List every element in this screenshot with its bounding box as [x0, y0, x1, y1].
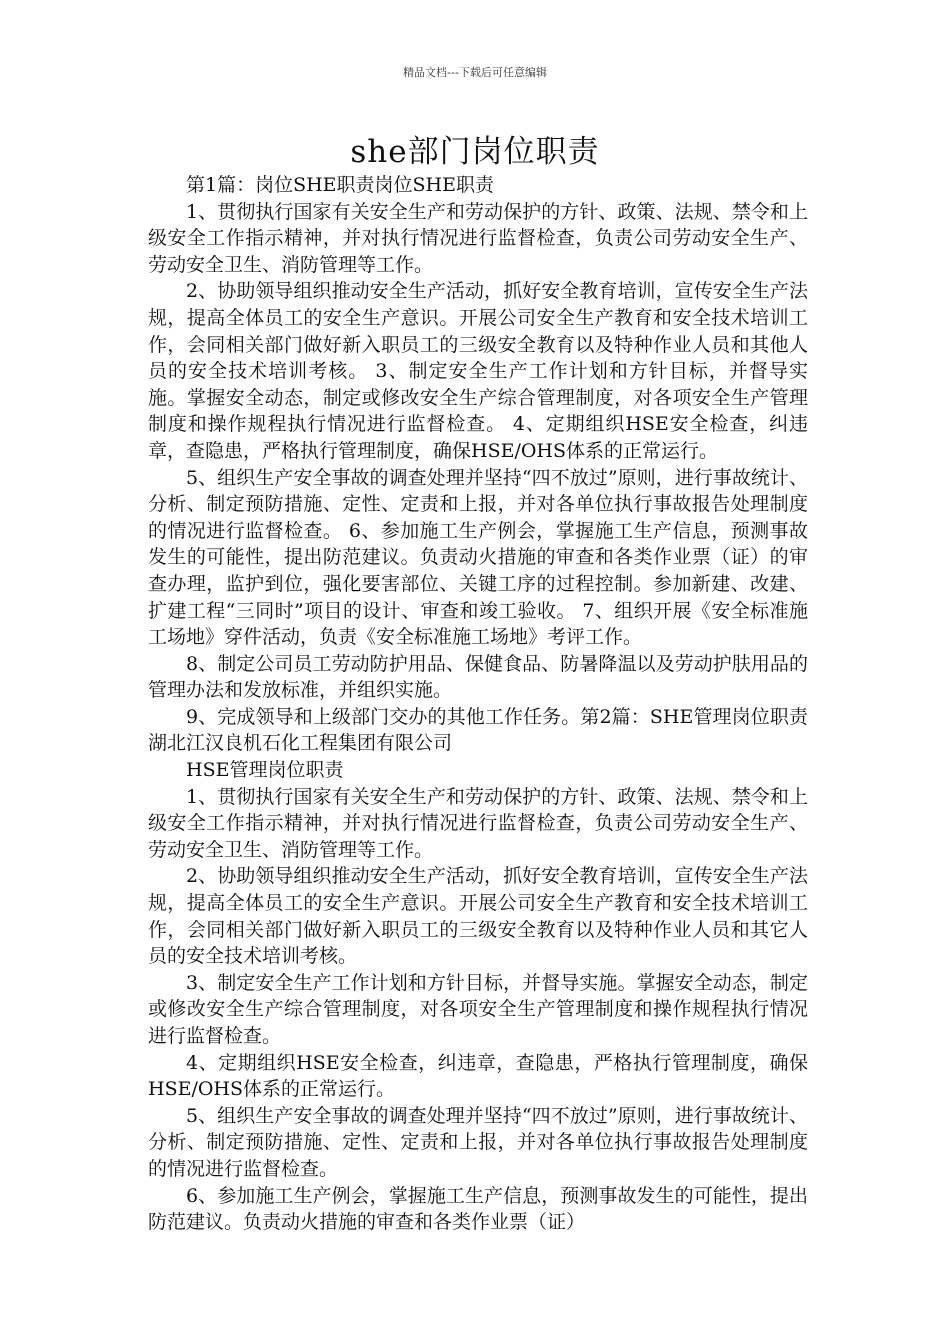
paragraph: 4、定期组织HSE安全检查，纠违章，查隐患，严格执行管理制度，确保HSE/OHS体系的正常运行。 — [148, 1051, 808, 1101]
paragraph: 6、参加施工生产例会，掌握施工生产信息，预测事故发生的可能性，提出防范建议。负责动火措施的审查和各类作业票（证） — [148, 1184, 808, 1234]
paragraph: 8、制定公司员工劳动防护用品、保健食品、防暑降温以及劳动护肤用品的管理办法和发放标准，并组织实施。 — [148, 652, 808, 702]
paragraph: 1、贯彻执行国家有关安全生产和劳动保护的方针、政策、法规、禁令和上级安全工作指示精神，并对执行情况进行监督检查，负责公司劳动安全生产、劳动安全卫生、消防管理等工作。 — [148, 785, 808, 861]
document-body — [148, 172, 808, 1236]
page-header: 精品文档---下载后可任意编辑 — [403, 66, 547, 79]
section-heading-1: 第1篇：岗位SHE职责岗位SHE职责 — [186, 174, 494, 196]
paragraph: 5、组织生产安全事故的调查处理并坚持“四不放过”原则，进行事故统计、分析、制定预防措施、定性、定责和上报，并对各单位执行事故报告处理制度的情况进行监督检查。 — [148, 1104, 808, 1180]
paragraph: 2、协助领导组织推动安全生产活动，抓好安全教育培训，宣传安全生产法规，提高全体员工的安全生产意识。开展公司安全生产教育和安全技术培训工作，会同相关部门做好新入职员工的三级安全教育以及特种作业人员和其它人员的安全技术培训考核。 — [148, 865, 808, 968]
section-heading-2: HSE管理岗位职责 — [186, 759, 344, 782]
document-title: she部门岗位职责 — [350, 134, 600, 170]
paragraph: 3、制定安全生产工作计划和方针目标，并督导实施。掌握安全动态，制定或修改安全生产综合管理制度，对各项安全生产管理制度和操作规程执行情况进行监督检查。 — [148, 971, 808, 1047]
paragraph: 2、协助领导组织推动安全生产活动，抓好安全教育培训，宣传安全生产法规，提高全体员工的安全生产意识。开展公司安全生产教育和安全技术培训工作，会同相关部门做好新入职员工的三级安全教育以及特种作业人员和其他人员的安全技术培训考核。 3、制定安全生产工作计划和方针目标，并督导实施。掌握安全动态，制定或修改安全生产综合管理制度，对各项安全生产管理制度和操作规程执行情况进行监督检查。 4、定期组织HSE安全检查，纠违章，查隐患，严格执行管理制度，确保HSE/OHS体系的正常运行。 — [148, 280, 808, 462]
paragraph: 5、组织生产安全事故的调查处理并坚持“四不放过”原则，进行事故统计、分析、制定预防措施、定性、定责和上报，并对各单位执行事故报告处理制度的情况进行监督检查。 6、参加施工生产例会，掌握施工生产信息，预测事故发生的可能性，提出防范建议。负责动火措施的审查和各类作业票（证）的审查办理，监护到位，强化要害部位、关键工序的过程控制。参加新建、改建、扩建工程“三同时”项目的设计、审查和竣工验收。 7、组织开展《安全标准施工场地》穿件活动，负责《安全标准施工场地》考评工作。 — [148, 466, 808, 649]
paragraph: 9、完成领导和上级部门交办的其他工作任务。第2篇：SHE管理岗位职责湖北江汉良机石化工程集团有限公司 — [148, 705, 808, 755]
paragraph: 1、贯彻执行国家有关安全生产和劳动保护的方针、政策、法规、禁令和上级安全工作指示精神，并对执行情况进行监督检查，负责公司劳动安全生产、劳动安全卫生、消防管理等工作。 — [148, 200, 808, 276]
